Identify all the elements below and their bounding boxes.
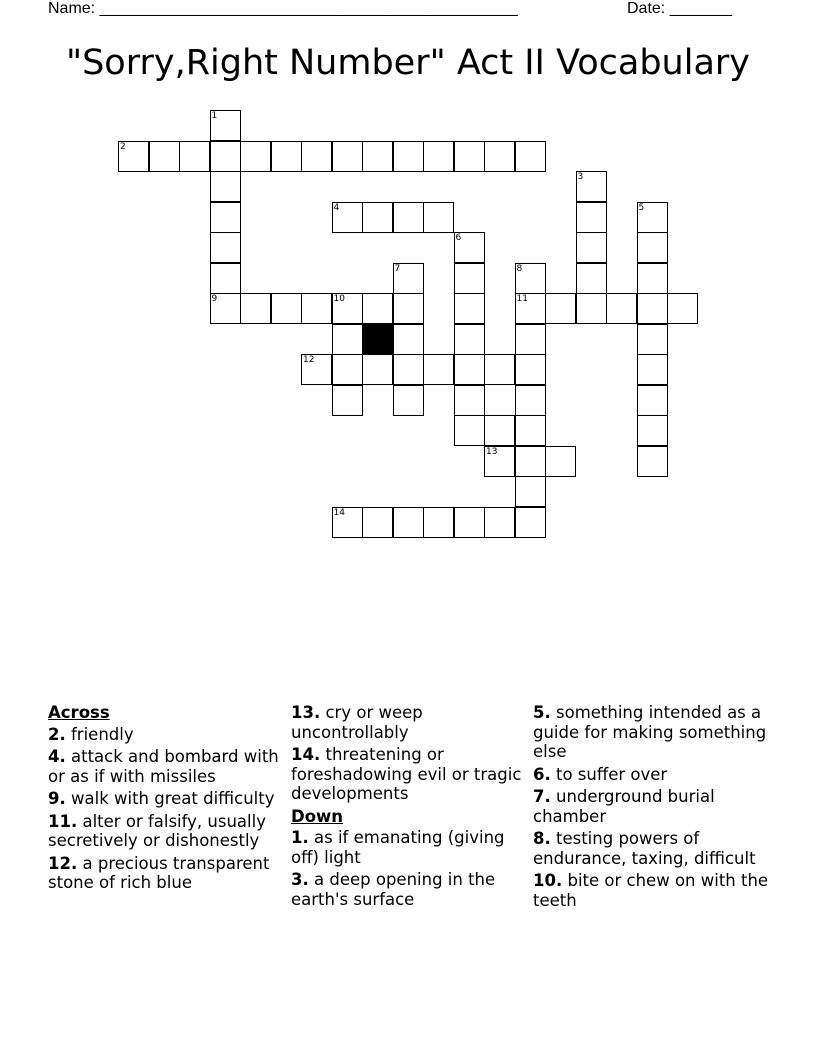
- grid-cell[interactable]: [454, 507, 485, 538]
- grid-cell[interactable]: [149, 141, 180, 172]
- clue-number: 7: [394, 263, 401, 274]
- grid-cell[interactable]: [179, 141, 210, 172]
- clue-number: 12: [303, 355, 315, 365]
- clue-across-14: 14. threatening or foreshadowing evil or tragic developments: [291, 745, 522, 803]
- grid-cell[interactable]: [454, 385, 485, 416]
- grid-cell[interactable]: [393, 385, 424, 416]
- grid-cell[interactable]: [423, 354, 454, 385]
- clue-number: 6: [455, 233, 462, 243]
- grid-cell[interactable]: [210, 110, 241, 141]
- grid-cell[interactable]: [576, 171, 607, 202]
- clue-down-8: 8. testing powers of endurance, taxing, difficult: [533, 829, 756, 868]
- grid-cell[interactable]: [362, 202, 393, 233]
- clue-number: 13: [486, 446, 498, 457]
- across-heading: Across: [48, 703, 110, 722]
- clue-across-9: 9. walk with great difficulty: [48, 789, 275, 808]
- clue-down-7: 7. underground burial chamber: [533, 787, 715, 826]
- grid-cell[interactable]: [484, 141, 515, 172]
- grid-cell[interactable]: [332, 324, 363, 355]
- grid-cell[interactable]: [545, 446, 576, 477]
- grid-cell[interactable]: [637, 324, 668, 355]
- grid-cell[interactable]: [210, 232, 241, 263]
- grid-cell[interactable]: [332, 202, 363, 233]
- clue-number: 8: [516, 263, 523, 274]
- grid-cell[interactable]: [515, 324, 546, 355]
- clue-number: 1: [211, 111, 218, 121]
- grid-cell[interactable]: [576, 202, 607, 233]
- clue-number: 11: [516, 294, 528, 304]
- grid-cell[interactable]: [484, 446, 515, 477]
- grid-cell[interactable]: [637, 202, 668, 233]
- grid-cell[interactable]: [576, 293, 607, 324]
- grid-cell[interactable]: [484, 507, 515, 538]
- grid-cell[interactable]: [637, 354, 668, 385]
- grid-cell[interactable]: [393, 202, 424, 233]
- grid-cell[interactable]: [606, 293, 637, 324]
- grid-cell[interactable]: [454, 415, 485, 446]
- page-title: "Sorry,Right Number" Act II Vocabulary: [65, 43, 751, 83]
- grid-cell[interactable]: [515, 385, 546, 416]
- grid-cell[interactable]: [515, 446, 546, 477]
- grid-cell[interactable]: [515, 141, 546, 172]
- grid-cell[interactable]: [454, 232, 485, 263]
- clue-number: 14: [333, 507, 345, 518]
- grid-cell[interactable]: [210, 263, 241, 294]
- grid-cell[interactable]: [637, 446, 668, 477]
- clue-down-5: 5. something intended as a guide for making something else: [533, 703, 767, 761]
- clue-down-3: 3. a deep opening in the earth's surface: [291, 870, 496, 909]
- clue-down-1: 1. as if emanating (giving off) light: [291, 828, 505, 867]
- grid-cell[interactable]: [362, 293, 393, 324]
- grid-cell[interactable]: [637, 385, 668, 416]
- grid-cell[interactable]: [362, 507, 393, 538]
- grid-cell[interactable]: [515, 476, 546, 507]
- grid-cell[interactable]: [393, 354, 424, 385]
- grid-cell[interactable]: [332, 293, 363, 324]
- down-heading: Down: [291, 806, 344, 826]
- grid-cell[interactable]: [454, 354, 485, 385]
- grid-cell[interactable]: [301, 141, 332, 172]
- grid-cell[interactable]: [637, 263, 668, 294]
- grid-cell[interactable]: [332, 141, 363, 172]
- grid-cell[interactable]: [210, 202, 241, 233]
- grid-cell[interactable]: [637, 415, 668, 446]
- grid-cell[interactable]: [454, 293, 485, 324]
- grid-cell[interactable]: [515, 293, 546, 324]
- grid-cell[interactable]: [271, 293, 302, 324]
- grid-cell[interactable]: [362, 141, 393, 172]
- grid-cell-black: [362, 324, 393, 355]
- grid-cell[interactable]: [576, 232, 607, 263]
- grid-cell[interactable]: [423, 507, 454, 538]
- clue-down-6: 6. to suffer over: [533, 764, 668, 784]
- clue-number: 9: [211, 294, 218, 304]
- grid-cell[interactable]: [454, 263, 485, 294]
- clue-number: 4: [333, 202, 340, 213]
- clue-number: 10: [333, 294, 345, 304]
- grid-cell[interactable]: [515, 263, 546, 294]
- grid-cell[interactable]: [332, 354, 363, 385]
- grid-cell[interactable]: [454, 324, 485, 355]
- grid-cell[interactable]: [393, 507, 424, 538]
- grid-cell[interactable]: [637, 232, 668, 263]
- clue-down-10: 10. bite or chew on with the teeth: [533, 871, 769, 910]
- grid-cell[interactable]: [393, 141, 424, 172]
- grid-cell[interactable]: [393, 293, 424, 324]
- grid-cell[interactable]: [271, 141, 302, 172]
- grid-cell[interactable]: [301, 293, 332, 324]
- clue-across-2: 2. friendly: [48, 724, 134, 744]
- clues-column-2: [291, 703, 531, 912]
- grid-cell[interactable]: [576, 263, 607, 294]
- clue-across-12: 12. a precious transparent stone of rich blue: [48, 853, 270, 892]
- grid-cell[interactable]: [332, 385, 363, 416]
- grid-cell[interactable]: [210, 141, 241, 172]
- grid-cell[interactable]: [240, 293, 271, 324]
- clue-number: 3: [577, 172, 584, 182]
- date-field-line: Date: _______: [627, 0, 732, 17]
- clue-number: 2: [120, 141, 126, 152]
- grid-cell[interactable]: [393, 324, 424, 355]
- clue-across-11: 11. alter or falsify, usually secretively or dishonestly: [48, 811, 266, 850]
- grid-cell[interactable]: [545, 293, 576, 324]
- grid-cell[interactable]: [332, 507, 363, 538]
- grid-cell[interactable]: [423, 141, 454, 172]
- name-field-line: Name: _______________________________________________: [48, 0, 518, 17]
- grid-cell[interactable]: [484, 415, 515, 446]
- grid-cell[interactable]: [393, 263, 424, 294]
- clue-across-13: 13. cry or weep uncontrollably: [291, 703, 423, 742]
- grid-cell[interactable]: [240, 141, 271, 172]
- grid-cell[interactable]: [454, 141, 485, 172]
- grid-cell[interactable]: [637, 293, 668, 324]
- grid-cell[interactable]: [118, 141, 149, 172]
- clue-across-4: 4. attack and bombard with or as if with missiles: [48, 747, 279, 786]
- grid-cell[interactable]: [210, 293, 241, 324]
- grid-cell[interactable]: [667, 293, 698, 324]
- grid-cell[interactable]: [484, 354, 515, 385]
- grid-cell[interactable]: [515, 415, 546, 446]
- grid-cell[interactable]: [301, 354, 332, 385]
- clues-column-3: [533, 703, 773, 913]
- grid-cell[interactable]: [515, 507, 546, 538]
- grid-cell[interactable]: [423, 202, 454, 233]
- clue-number: 5: [638, 202, 645, 213]
- clues-column-1: [48, 703, 288, 896]
- grid-cell[interactable]: [362, 354, 393, 385]
- grid-cell[interactable]: [210, 171, 241, 202]
- grid-cell[interactable]: [515, 354, 546, 385]
